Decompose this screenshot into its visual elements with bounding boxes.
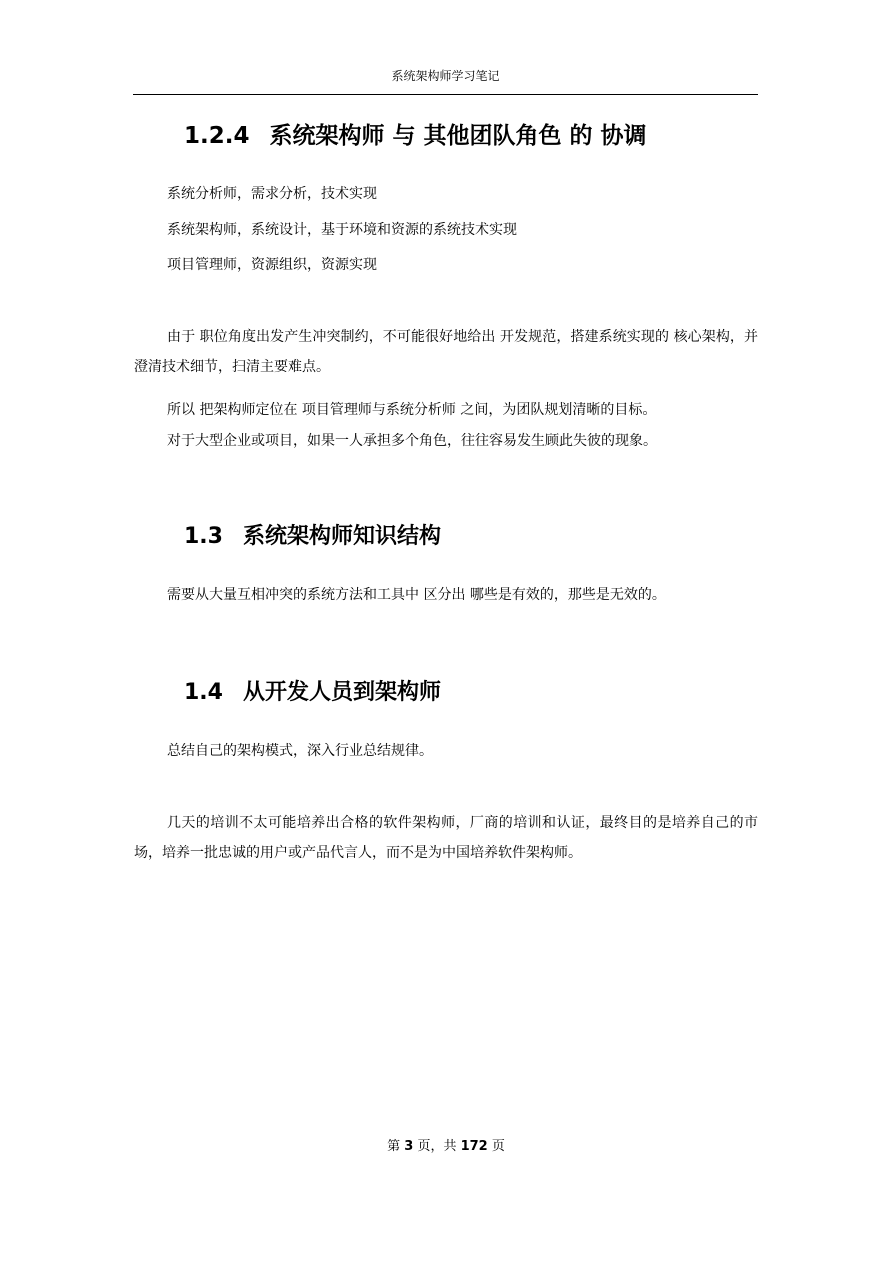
role-line-pm: 项目管理师，资源组织，资源实现 (167, 257, 377, 273)
paragraph-conflict: 由于 职位角度出发产生冲突制约，不可能很好地给出 开发规范，搭建系统实现的 核心架构，并澄清技术细节，扫清主要难点。 (134, 329, 758, 375)
footer-page-number: 3 (404, 1139, 414, 1154)
section-number: 1.4 (184, 680, 223, 705)
footer-total-pages: 172 (460, 1139, 488, 1154)
section-title: 系统架构师 与 其他团队角色 的 协调 (269, 123, 647, 149)
section-number: 1.3 (184, 524, 223, 549)
role-line-architect: 系统架构师，系统设计，基于环境和资源的系统技术实现 (167, 222, 517, 238)
role-line-analyst: 系统分析师，需求分析，技术实现 (167, 186, 377, 202)
paragraph-training: 几天的培训不太可能培养出合格的软件架构师，厂商的培训和认证，最终目的是培养自己的市场，培养一批忠诚的用户或产品代言人，而不是为中国培养软件架构师。 (134, 815, 758, 861)
section-title: 从开发人员到架构师 (242, 680, 441, 705)
knowledge-line: 需要从大量互相冲突的系统方法和工具中 区分出 哪些是有效的，那些是无效的。 (167, 587, 666, 603)
footer-prefix: 第 (387, 1139, 405, 1154)
page-header (133, 66, 758, 95)
section-title: 系统架构师知识结构 (242, 524, 441, 549)
section-heading-1-2-4 (184, 118, 647, 154)
footer-middle: 页，共 (413, 1139, 461, 1154)
header-title: 系统架构师学习笔记 (391, 69, 500, 83)
paragraph-large-projects: 对于大型企业或项目，如果一人承担多个角色，往往容易发生顾此失彼的现象。 (167, 433, 657, 449)
page-footer (0, 1136, 892, 1158)
paragraph-positioning: 所以 把架构师定位在 项目管理师与系统分析师 之间，为团队规划清晰的目标。 (167, 402, 657, 418)
summary-line: 总结自己的架构模式，深入行业总结规律。 (167, 743, 433, 759)
section-number: 1.2.4 (184, 123, 250, 149)
section-heading-1-4 (184, 676, 441, 710)
section-heading-1-3 (184, 520, 441, 554)
footer-suffix: 页 (487, 1139, 505, 1154)
